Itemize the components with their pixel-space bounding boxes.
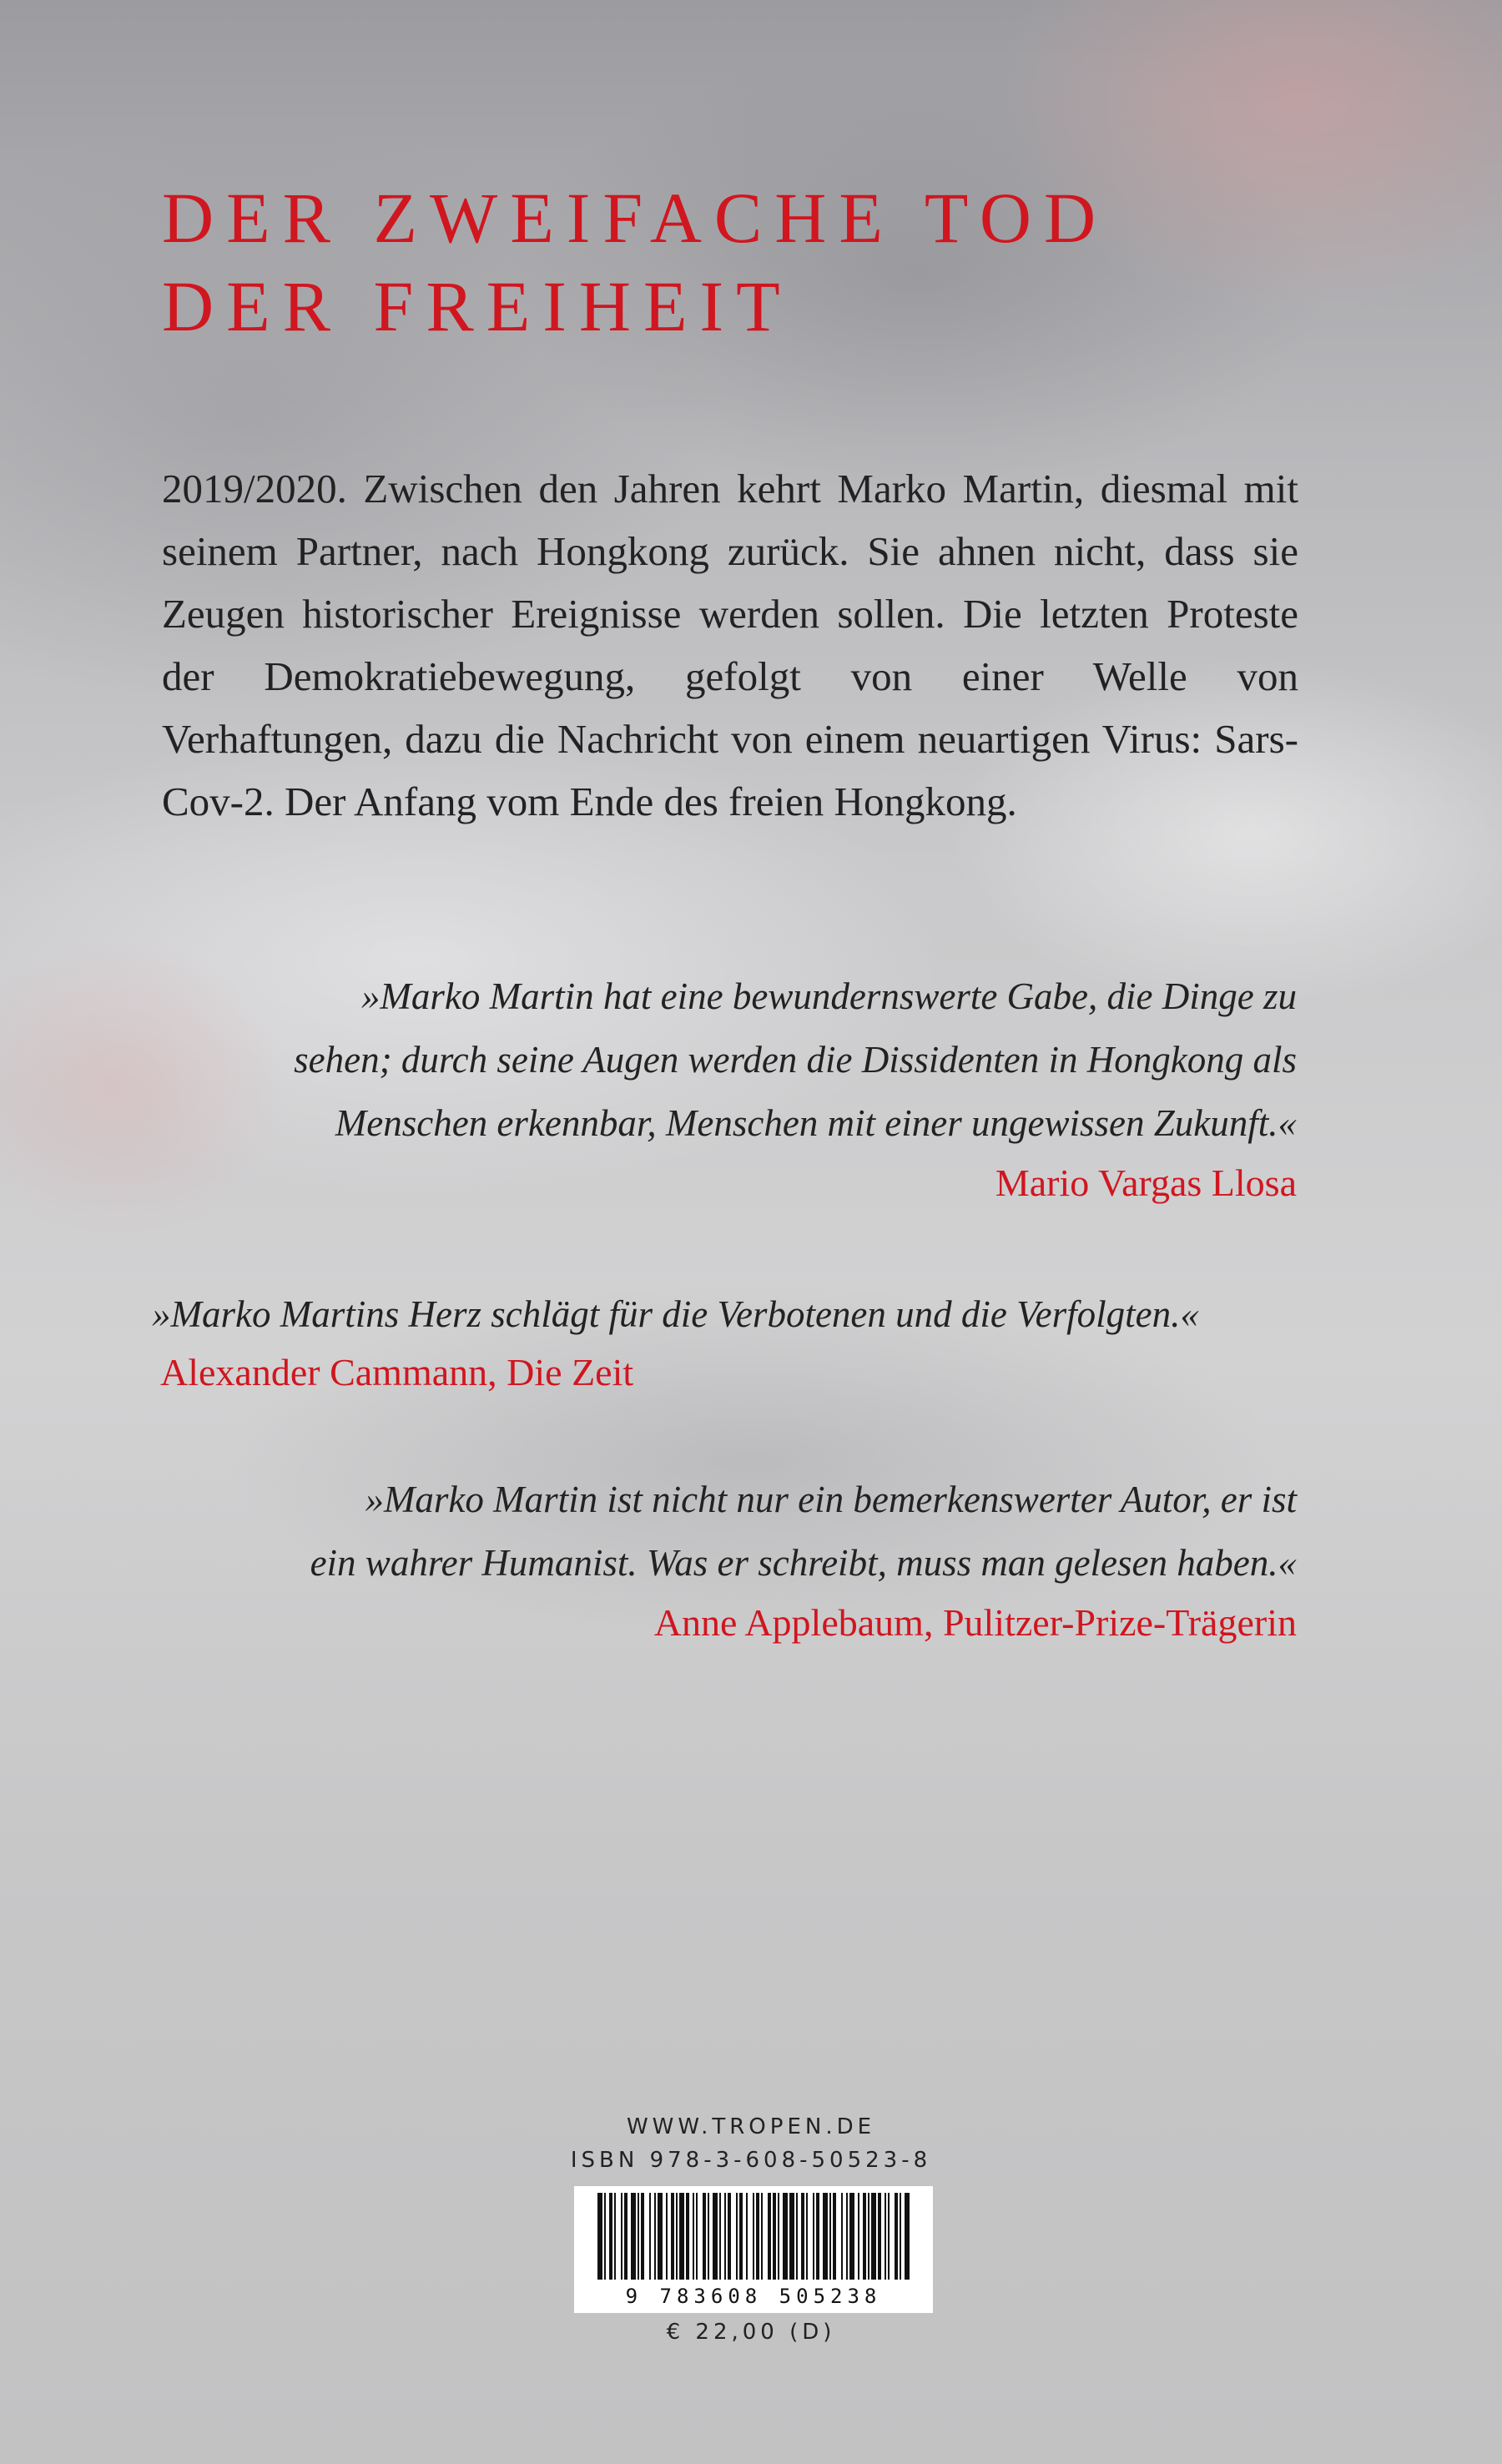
quote-vargas-llosa [294,965,1297,1155]
headline-line-1: DER ZWEIFACHE TOD [162,178,1109,258]
barcode-bar [609,2193,612,2280]
cover-headline [162,174,1108,350]
barcode-bar [679,2193,684,2280]
quote-source-vargas-llosa: Mario Vargas Llosa [995,1161,1297,1204]
barcode-bar [686,2193,689,2280]
barcode-bar [728,2193,731,2280]
barcode-bar [597,2193,602,2280]
barcode-bar [604,2193,606,2280]
barcode-bar [614,2193,616,2280]
barcode-bar [671,2193,674,2280]
barcode-bar [905,2193,910,2280]
barcode-bar [773,2193,776,2280]
barcode-bar [778,2193,779,2280]
barcode-bar [789,2193,794,2280]
barcode-bar [739,2193,743,2280]
barcode-bar [868,2193,869,2280]
barcode-bar [829,2193,831,2280]
barcode-bar [783,2193,788,2280]
barcode-bar [631,2193,636,2280]
barcode-bar [858,2193,859,2280]
quote-line: »Marko Martins Herz schlägt für die Verbotenen und die Verfolgten.« [152,1293,1199,1335]
quote-line: »Marko Martin hat eine bewundernswerte Gabe, die Dinge zu [360,975,1297,1017]
barcode-bar [900,2193,901,2280]
price-label: € 22,00 (D) [666,2320,836,2345]
barcode-bar [846,2193,848,2280]
barcode-bar [888,2193,890,2280]
barcode-bar [641,2193,644,2280]
barcode-bar [696,2193,698,2280]
quote-cammann [152,1282,1199,1346]
barcode-bar [806,2193,808,2280]
barcode-bar [863,2193,866,2280]
barcode-bar [878,2193,881,2280]
barcode-bar [756,2193,759,2280]
quote-applebaum [310,1468,1297,1595]
headline-line-2: DER FREIHEIT [162,266,793,346]
barcode-bar [746,2193,748,2280]
barcode-bar [621,2193,622,2280]
barcode-bar [703,2193,706,2280]
barcode-bar [654,2193,656,2280]
quote-line: Menschen erkennbar, Menschen mit einer ungewissen Zukunft.« [335,1102,1297,1144]
barcode-bar [724,2193,726,2280]
quote-source-cammann: Alexander Cammann, Die Zeit [160,1351,634,1393]
barcode-bar [761,2193,763,2280]
barcode-bar [638,2193,639,2280]
barcode-bar [849,2193,854,2280]
barcode-bar [833,2193,836,2280]
quote-source-applebaum: Anne Applebaum, Pulitzer-Prize-Trägerin [653,1601,1297,1644]
barcode-bar [768,2193,771,2280]
barcode-bar [813,2193,814,2280]
barcode-bar [796,2193,798,2280]
quote-line: »Marko Martin ist nicht nur ein bemerkenswerter Autor, er ist [365,1479,1297,1520]
publisher-website: WWW.TROPEN.DE [626,2114,876,2139]
barcode-bar [801,2193,804,2280]
barcode-bar [885,2193,886,2280]
barcode-bar [676,2193,678,2280]
barcode-bar [753,2193,754,2280]
quote-line: sehen; durch seine Augen werden die Dissidenten in Hongkong als [294,1039,1297,1081]
barcode-bar [713,2193,718,2280]
barcode-bar [649,2193,651,2280]
isbn-number: ISBN 978-3-608-50523-8 [570,2148,932,2173]
quote-line: ein wahrer Humanist. Was er schreibt, muss man gelesen haben.« [310,1542,1297,1584]
barcode-bar [666,2193,668,2280]
barcode-bar [693,2193,694,2280]
barcode-bar [871,2193,876,2280]
barcode-bar [736,2193,738,2280]
barcode-bar [841,2193,843,2280]
barcode-bar [624,2193,628,2280]
blurb-text: 2019/2020. Zwischen den Jahren kehrt Marko Martin, diesmal mit seinem Partner, nach Hongkong zurück. Sie ahnen nicht, dass sie Zeugen historischer Ereignisse werden sollen. Die letzten Proteste der Demokratiebewegung, gefolgt von einer Welle von Verhaftungen, dazu die Nachricht von einem neuartigen Virus: Sars-Cov-2. Der Anfang vom Ende des freien Hongkong. [162,466,1298,824]
barcode-bar [658,2193,663,2280]
barcode-bar [708,2193,709,2280]
barcode [574,2186,933,2313]
barcode-digits: 9 783608 505238 [625,2285,882,2308]
barcode-bars [574,2186,933,2285]
barcode-bar [823,2193,828,2280]
barcode-bar [719,2193,721,2280]
barcode-bar [816,2193,819,2280]
barcode-bar [895,2193,898,2280]
